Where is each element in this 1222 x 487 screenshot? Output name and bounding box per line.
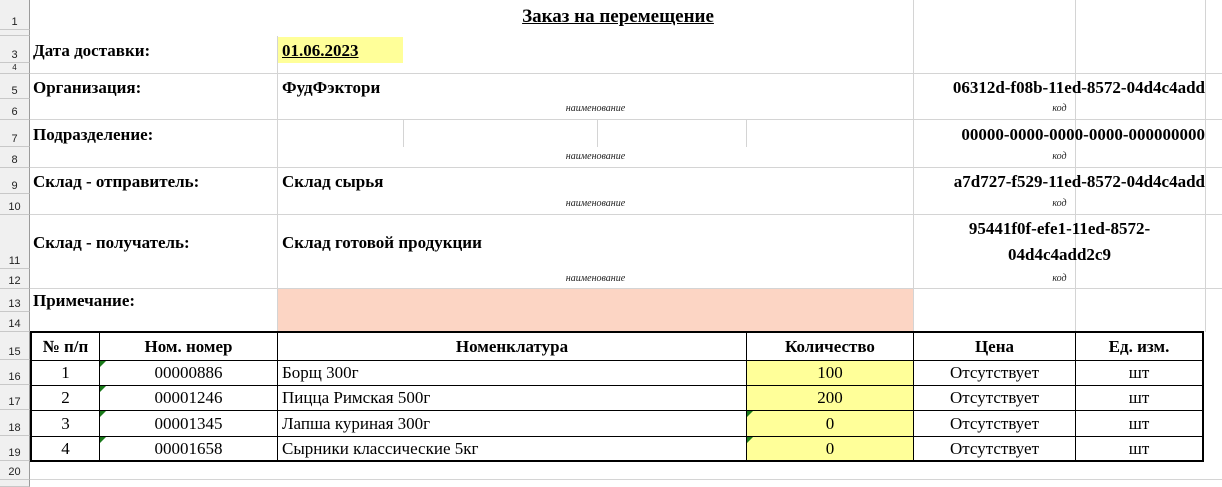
row-number-cell[interactable]: 3 <box>61 413 70 433</box>
warehouse-from-value[interactable]: Склад сырья <box>282 172 384 191</box>
unit-cell[interactable]: шт <box>1128 388 1150 407</box>
col-header-unit[interactable]: Ед. изм. <box>1108 336 1170 356</box>
warehouse-from-code[interactable]: a7d727-f529-11ed-8572-04d4c4add <box>953 172 1205 191</box>
delivery-date-label: Дата доставки: <box>33 41 151 60</box>
warehouse-to-code-line1[interactable]: 95441f0f-efe1-11ed-8572- <box>968 219 1151 238</box>
row-header-3[interactable]: 3 <box>0 36 30 63</box>
warehouse-to-code-line2[interactable]: 04d4c4add2c9 <box>1008 245 1111 264</box>
warehouse-from-code-hint: код <box>1052 197 1067 209</box>
unit-cell[interactable]: шт <box>1128 438 1150 458</box>
warehouse-to-label: Склад - получатель: <box>33 233 190 252</box>
note-label: Примечание: <box>33 291 136 310</box>
col-header-nomenclature[interactable]: Номенклатура <box>455 336 569 356</box>
nom-number-cell[interactable]: 00000886 <box>154 363 223 382</box>
row-number-cell[interactable]: 4 <box>61 438 70 458</box>
unit-cell[interactable]: шт <box>1128 413 1150 433</box>
warehouse-from-label: Склад - отправитель: <box>33 172 200 191</box>
row-header-21[interactable] <box>0 480 30 487</box>
price-cell[interactable]: Отсутствует <box>949 438 1040 458</box>
price-cell[interactable]: Отсутствует <box>949 413 1040 433</box>
row-header-9[interactable]: 9 <box>0 168 30 194</box>
warehouse-from-name-hint: наименование <box>565 197 626 209</box>
nomenclature-cell[interactable]: Борщ 300г <box>282 363 359 382</box>
col-header-number[interactable]: № п/п <box>42 336 89 356</box>
row-header-16[interactable]: 16 <box>0 360 30 385</box>
division-value[interactable] <box>282 121 402 148</box>
quantity-cell[interactable]: 200 <box>817 388 843 407</box>
row-header-7[interactable]: 7 <box>0 120 30 147</box>
row-header-17[interactable]: 17 <box>0 385 30 410</box>
division-code-hint: код <box>1052 150 1067 162</box>
row-number-cell[interactable]: 1 <box>61 363 70 382</box>
organization-value[interactable]: ФудФэктори <box>282 78 381 97</box>
row-header-18[interactable]: 18 <box>0 410 30 436</box>
warehouse-to-name-hint: наименование <box>565 272 626 284</box>
quantity-cell[interactable]: 100 <box>817 363 843 382</box>
row-header-11[interactable]: 11 <box>0 215 30 269</box>
organization-label: Организация: <box>33 78 142 97</box>
nomenclature-cell[interactable]: Лапша куриная 300г <box>282 413 431 433</box>
row-header-4[interactable]: 4 <box>0 63 30 74</box>
price-cell[interactable]: Отсутствует <box>949 388 1040 407</box>
nomenclature-cell[interactable]: Пицца Римская 500г <box>282 388 431 407</box>
col-header-nom-number[interactable]: Ном. номер <box>144 336 233 356</box>
row-header-6[interactable]: 6 <box>0 99 30 120</box>
row-number-cell[interactable]: 2 <box>61 388 70 407</box>
nomenclature-cell[interactable]: Сырники классические 5кг <box>282 438 479 458</box>
division-label: Подразделение: <box>33 124 154 144</box>
row-header-13[interactable]: 13 <box>0 289 30 312</box>
delivery-date-value[interactable]: 01.06.2023 <box>282 41 359 60</box>
row-header-10[interactable]: 10 <box>0 194 30 215</box>
organization-code-hint: код <box>1052 102 1067 114</box>
organization-code[interactable]: 06312d-f08b-11ed-8572-04d4c4add <box>952 78 1205 97</box>
row-header-20[interactable]: 20 <box>0 461 30 480</box>
col-header-price[interactable]: Цена <box>974 336 1015 356</box>
row-header-8[interactable]: 8 <box>0 147 30 168</box>
unit-cell[interactable]: шт <box>1128 363 1150 382</box>
row-header-5[interactable]: 5 <box>0 74 30 99</box>
warehouse-to-code-hint: код <box>1052 272 1067 284</box>
col-header-quantity[interactable]: Количество <box>785 336 875 356</box>
warehouse-to-value[interactable]: Склад готовой продукции <box>282 233 482 252</box>
nom-number-cell[interactable]: 00001658 <box>154 438 223 458</box>
page-title: Заказ на перемещение <box>522 6 714 27</box>
division-name-hint: наименование <box>565 150 626 162</box>
nom-number-cell[interactable]: 00001345 <box>154 413 223 433</box>
organization-name-hint: наименование <box>565 102 626 114</box>
price-cell[interactable]: Отсутствует <box>949 363 1040 382</box>
division-code[interactable]: 00000-0000-0000-0000-000000000 <box>961 124 1205 144</box>
nom-number-cell[interactable]: 00001246 <box>154 388 223 407</box>
quantity-cell[interactable]: 0 <box>825 413 835 433</box>
note-field[interactable] <box>282 291 907 329</box>
row-header-19[interactable]: 19 <box>0 436 30 461</box>
row-header-12[interactable]: 12 <box>0 269 30 289</box>
row-header-14[interactable]: 14 <box>0 312 30 332</box>
row-header-15[interactable]: 15 <box>0 332 30 360</box>
quantity-cell[interactable]: 0 <box>825 438 835 458</box>
row-header-1[interactable]: 1 <box>0 0 30 30</box>
